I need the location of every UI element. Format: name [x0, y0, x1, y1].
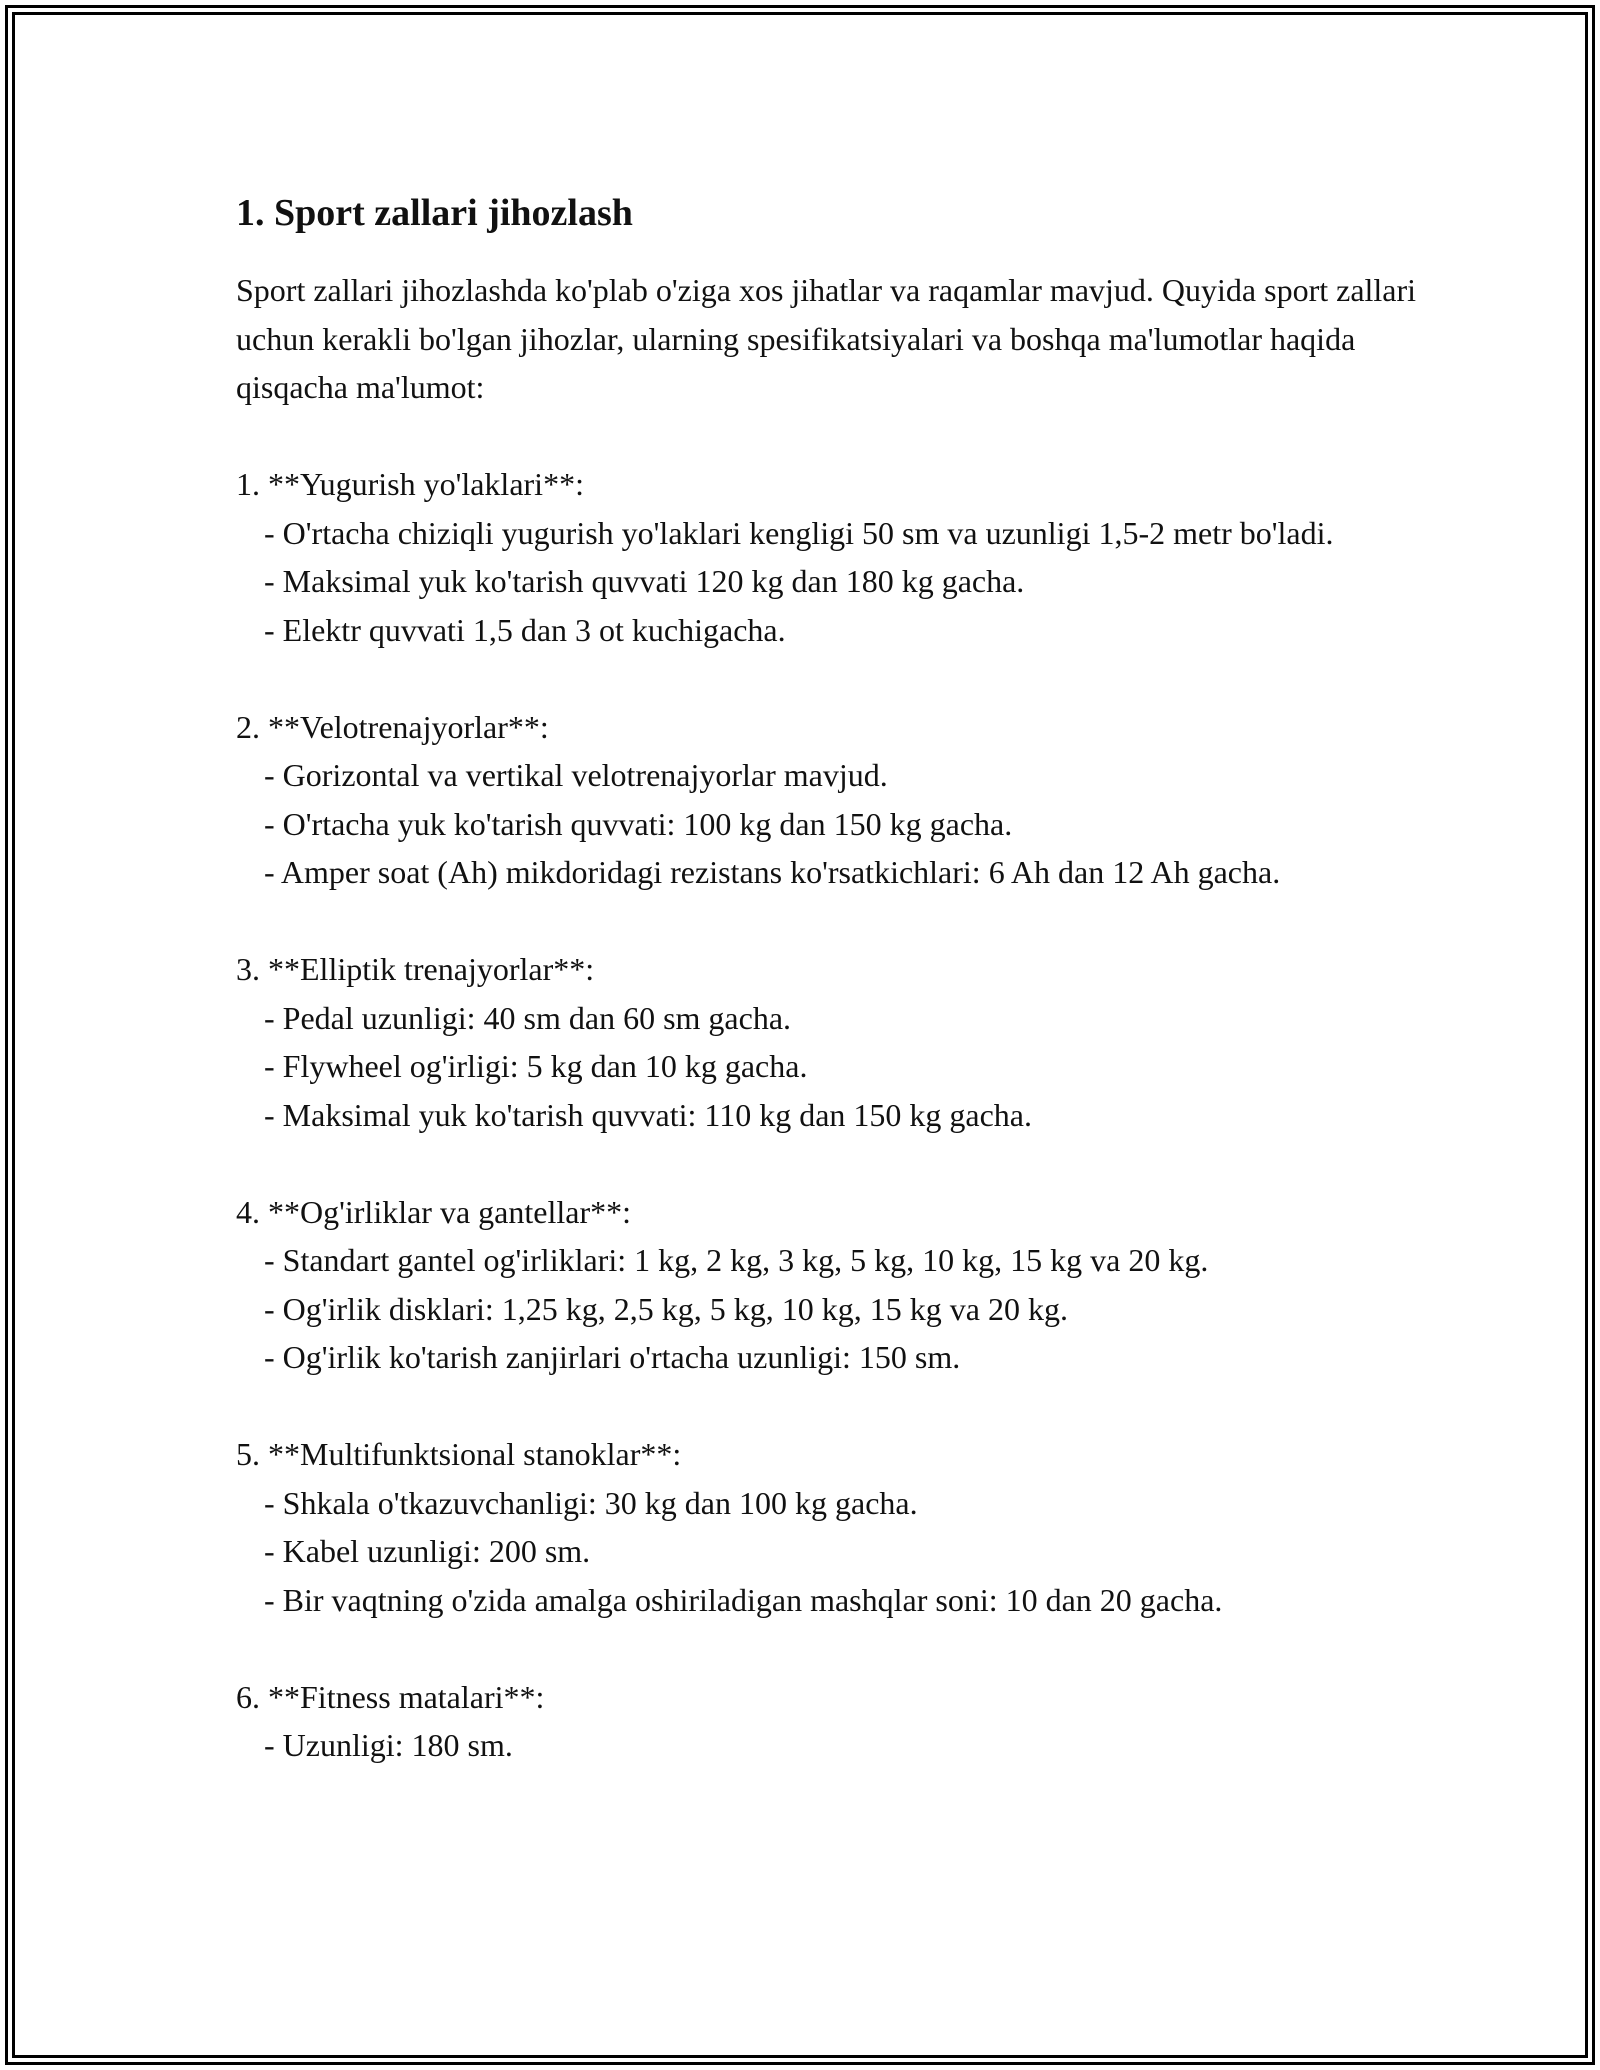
section-title: 6. **Fitness matalari**: [236, 1678, 545, 1715]
list-item: - Bir vaqtning o'zida amalga oshiriladigan mashqlar soni: 10 dan 20 gacha. [264, 1581, 1223, 1618]
section-exercise-bikes [236, 703, 1436, 897]
list-item: - Amper soat (Ah) mikdoridagi rezistans ko'rsatkichlari: 6 Ah dan 12 Ah gacha. [264, 854, 1281, 890]
section-title: 1. **Yugurish yo'laklari**: [236, 466, 584, 502]
list-item: - Uzunligi: 180 sm. [264, 1727, 513, 1763]
section-title: 5. **Multifunktsional stanoklar**: [236, 1436, 682, 1472]
list-item: - O'rtacha chiziqli yugurish yo'laklari kengligi 50 sm va uzunligi 1,5-2 metr bo'ladi. [264, 514, 1334, 551]
list-item: - Gorizontal va vertikal velotrenajyorlar mavjud. [264, 757, 888, 793]
section-title: 3. **Elliptik trenajyorlar**: [236, 951, 595, 987]
list-item: - O'rtacha yuk ko'tarish quvvati: 100 kg dan 150 kg gacha. [264, 805, 1013, 842]
section-elliptical-trainers [236, 945, 1436, 1139]
list-item: - Flywheel og'irligi: 5 kg dan 10 kg gacha. [264, 1048, 808, 1084]
list-item: - Og'irlik disklari: 1,25 kg, 2,5 kg, 5 kg, 10 kg, 15 kg va 20 kg. [264, 1290, 1068, 1327]
section-title: 4. **Og'irliklar va gantellar**: [236, 1193, 631, 1230]
list-item: - Pedal uzunligi: 40 sm dan 60 sm gacha. [264, 999, 792, 1036]
list-item: - Maksimal yuk ko'tarish quvvati: 110 kg dan 150 kg gacha. [264, 1096, 1032, 1133]
list-item: - Kabel uzunligi: 200 sm. [264, 1533, 591, 1569]
intro-paragraph: Sport zallari jihozlashda ko'plab o'ziga xos jihatlar va raqamlar mavjud. Quyida sport zallari uchun kerakli bo'lgan jihozlar, ularning spesifikatsiyalari va boshqa ma'lumotlar haqida qisqacha ma'lumot: [236, 272, 1417, 405]
section-weights-dumbbells [236, 1188, 1436, 1382]
section-treadmills [236, 460, 1436, 654]
list-item: - Og'irlik ko'tarish zanjirlari o'rtacha uzunligi: 150 sm. [264, 1339, 961, 1375]
section-title: 2. **Velotrenajyorlar**: [236, 708, 549, 745]
list-item: - Elektr quvvati 1,5 dan 3 ot kuchigacha. [264, 611, 786, 648]
list-item: - Shkala o'tkazuvchanligi: 30 kg dan 100 kg gacha. [264, 1484, 918, 1521]
list-item: - Maksimal yuk ko'tarish quvvati 120 kg dan 180 kg gacha. [264, 563, 1025, 599]
list-item: - Standart gantel og'irliklari: 1 kg, 2 kg, 3 kg, 5 kg, 10 kg, 15 kg va 20 kg. [264, 1242, 1209, 1278]
page-title: 1. Sport zallari jihozlash [236, 192, 633, 234]
section-fitness-mats [236, 1673, 1436, 1770]
document-body [236, 186, 1436, 1770]
section-multifunction-machines [236, 1430, 1436, 1624]
